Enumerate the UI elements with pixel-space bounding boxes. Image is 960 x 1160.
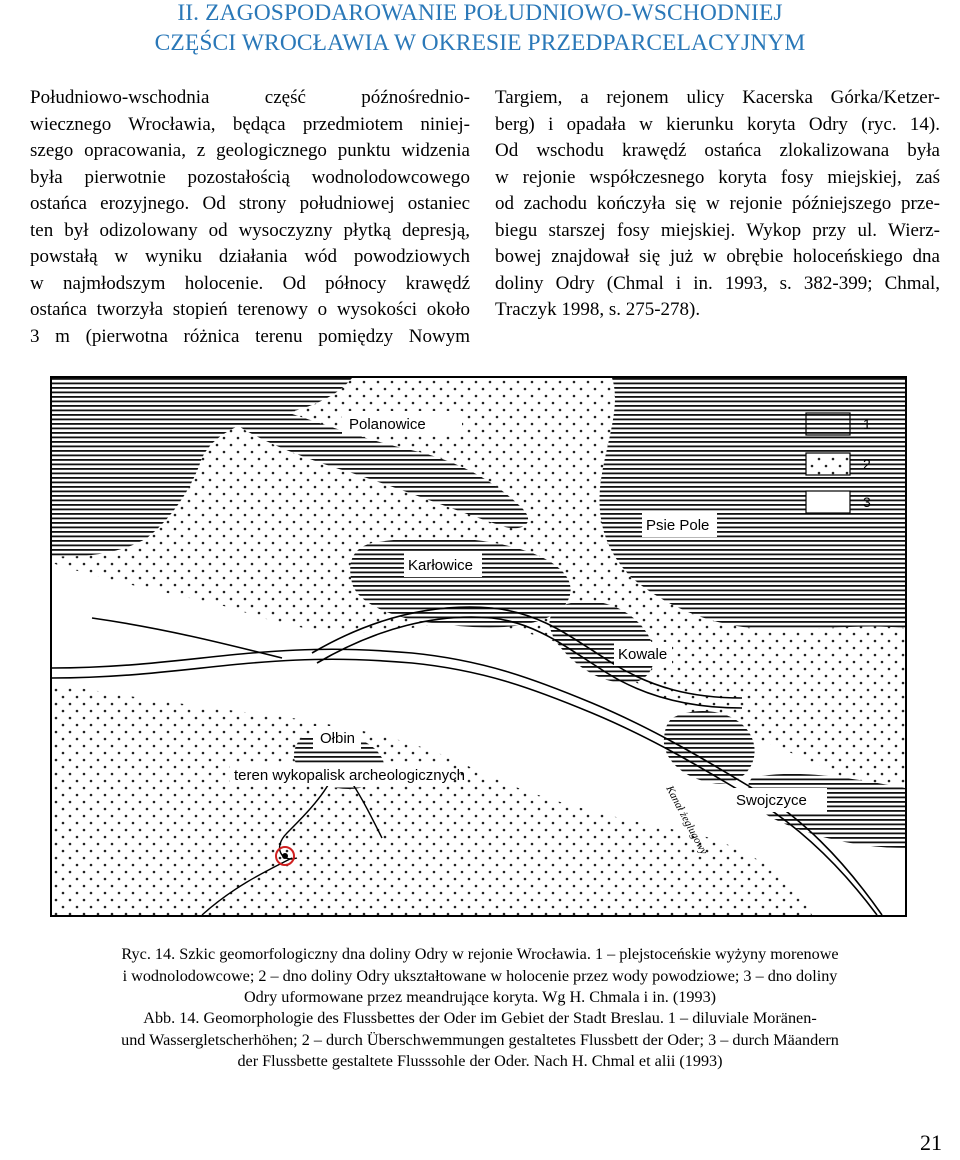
body-line: w rejonie współczesnego koryta fosy miejskiej, zaś: [495, 166, 940, 188]
caption-line: der Flussbette gestaltete Flusssohle der Oder. Nach H. Chmal et alii (1993): [237, 1052, 723, 1070]
body-line: bowej znajdował się już w obrębie holoceńskiego dna: [495, 246, 940, 267]
body-line: wiecznego Wrocławia, będąca przedmiotem niniej-: [30, 113, 470, 135]
body-line: ostańca erozyjnego. Od strony południowej ostaniec: [30, 193, 470, 214]
body-line: w najmłodszym holocenie. Od północy krawędź: [30, 272, 470, 294]
label-excavation-site: teren wykopalisk archeologicznych: [234, 767, 465, 784]
body-line: powstałą w wyniku działania wód powodziowych: [30, 246, 470, 267]
caption-line: und Wassergletscherhöhen; 2 – durch Überschwemmungen gestaltetes Flussbett der Oder; 3 – durch Mäandern: [121, 1030, 839, 1049]
label-kowale: Kowale: [618, 646, 668, 663]
body-line: doliny Odry (Chmal i in. 1993, s. 382-399; Chmal,: [495, 272, 940, 294]
body-line: Traczyk 1998, s. 275-278).: [495, 299, 701, 320]
body-line: ostańca tworzyła stopień terenowy o wysokości około: [30, 299, 470, 320]
legend-number-1: 1: [863, 416, 871, 432]
legend-swatch-2: [806, 453, 850, 475]
label-canal: Kanał żeglugowy: [663, 783, 710, 857]
body-line: była pierwotnie pozostałością wodnolodowcowego: [30, 166, 470, 188]
caption-line: Ryc. 14. Szkic geomorfologiczny dna doliny Odry w rejonie Wrocławia. 1 – plejstoceńskie wyżyny morenowe: [121, 945, 839, 963]
body-line: biegu starszej fosy miejskiej. Wykop przy ul. Wierz-: [495, 219, 940, 241]
label-polanowice: Polanowice: [349, 416, 426, 433]
chapter-title-line-1: II. ZAGOSPODAROWANIE POŁUDNIOWO-WSCHODNIEJ: [177, 0, 783, 26]
body-column-left: [30, 85, 470, 350]
caption-line: Odry uformowane przez meandrujące koryta. Wg H. Chmala i in. (1993): [243, 988, 717, 1006]
body-line: 3 m (pierwotna różnica terenu pomiędzy Nowym: [30, 325, 470, 347]
label-psie-pole: Psie Pole: [646, 517, 710, 534]
body-line: od zachodu kończyła się w rejonie późniejszego prze-: [495, 193, 940, 214]
label-karlowice: Karłowice: [408, 557, 474, 574]
chapter-title-line-2: CZĘŚCI WROCŁAWIA W OKRESIE PRZEDPARCELACYJNYM: [154, 30, 806, 56]
figure-caption-german: [0, 1008, 960, 1073]
legend-number-2: 2: [863, 456, 871, 472]
page-number: 21: [920, 1130, 942, 1155]
body-column-right: [495, 85, 940, 324]
body-line: Od wschodu krawędź ostańca zlokalizowana była: [495, 140, 940, 161]
body-line: berg) i opadała w kierunku koryta Odry (ryc. 14).: [495, 113, 940, 135]
body-line: Targiem, a rejonem ulicy Kacerska Górka/Ketzer-: [495, 87, 940, 108]
caption-line: i wodnolodowcowe; 2 – dno doliny Odry ukształtowane w holocenie przez wody powodziowe; 3 – dno doliny: [122, 966, 838, 985]
body-line: Południowo-wschodnia część późnośrednio-: [30, 87, 470, 108]
geomorphological-map: [50, 376, 907, 917]
body-line: szego opracowania, z geologicznego punktu widzenia: [30, 140, 470, 161]
caption-line: Abb. 14. Geomorphologie des Flussbettes der Oder im Gebiet der Stadt Breslau. 1 – diluviale Moränen-: [143, 1009, 817, 1027]
legend-swatch-1: [806, 413, 850, 435]
body-line: ten był odizolowany od wysoczyzny płytką depresją,: [30, 219, 470, 241]
figure-caption-polish: [0, 944, 960, 1009]
label-olbin: Ołbin: [320, 730, 356, 747]
label-swojczyce: Swojczyce: [736, 792, 807, 809]
legend-number-3: 3: [863, 494, 871, 510]
legend-swatch-3: [806, 491, 850, 513]
